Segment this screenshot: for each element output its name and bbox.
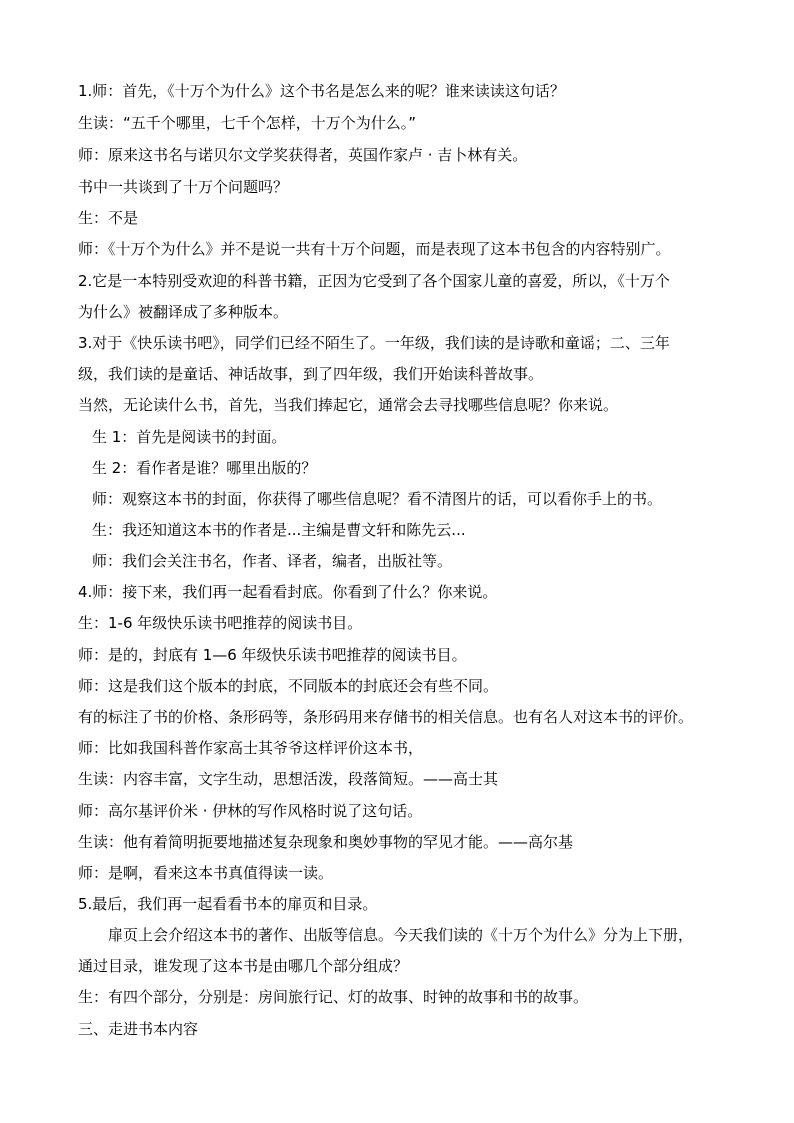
text-line: 为什么》被翻译成了多种版本。 <box>78 303 289 321</box>
text-line: 1.师：首先，《十万个为什么》这个书名是怎么来的呢？谁来读读这句话？ <box>78 82 565 100</box>
text-line: 师：观察这本书的封面，你获得了哪些信息呢？看不清图片的话，可以看你手上的书。 <box>92 490 663 508</box>
text-line: 师：《十万个为什么》并不是说一共有十万个问题，而是表现了这本书包含的内容特别广。 <box>78 240 671 258</box>
text-line: 2.它是一本特别受欢迎的科普书籍，正因为它受到了各个国家儿童的喜爱，所以，《十万个 <box>78 272 670 290</box>
text-line: 生 2：看作者是谁？哪里出版的？ <box>92 459 317 477</box>
text-line: 师：高尔基评价米 · 伊林的写作风格时说了这句话。 <box>78 802 423 820</box>
text-line: 4.师：接下来，我们再一起看看封底。你看到了什么？你来说。 <box>78 583 498 601</box>
text-line: 扉页上会介绍这本书的著作、出版等信息。今天我们读的《十万个为什么》分为上下册， <box>108 926 694 944</box>
text-line: 生：我还知道这本书的作者是...主编是曹文轩和陈先云... <box>92 521 466 539</box>
text-line: 通过目录，谁发现了这本书是由哪几个部分组成？ <box>78 957 409 975</box>
text-line: 师：这是我们这个版本的封底，不同版本的封底还会有些不同。 <box>78 677 499 695</box>
text-line: 师：比如我国科普作家高士其爷爷这样评价这本书， <box>78 739 424 757</box>
text-line: 师：我们会关注书名，作者、译者，编者，出版社等。 <box>92 552 453 570</box>
text-line: 师：原来这书名与诺贝尔文学奖获得者，英国作家卢 · 吉卜林有关。 <box>78 146 528 164</box>
text-line: 有的标注了书的价格、条形码等，条形码用来存储书的相关信息。也有名人对这本书的评价。 <box>78 708 694 726</box>
text-line: 生：1-6 年级快乐读书吧推荐的阅读书目。 <box>78 614 363 632</box>
text-line: 师：是的，封底有 1—6 年级快乐读书吧推荐的阅读书目。 <box>78 646 467 664</box>
text-line: 生：有四个部分，分别是：房间旅行记、灯的故事、时钟的故事和书的故事。 <box>78 988 589 1006</box>
text-line: 5.最后，我们再一起看看书本的扉页和目录。 <box>78 895 378 913</box>
text-line: 生读：“五千个哪里，七千个怎样，十万个为什么。” <box>78 114 417 132</box>
text-line: 生读：内容丰富，文字生动，思想活泼，段落简短。——高士其 <box>78 770 499 788</box>
text-line: 师：是啊，看来这本书真值得读一读。 <box>78 864 334 882</box>
text-line: 生 1：首先是阅读书的封面。 <box>92 428 287 446</box>
text-line: 书中一共谈到了十万个问题吗？ <box>78 178 289 196</box>
text-line: 生读：他有着简明扼要地描述复杂现象和奥妙事物的罕见才能。——高尔基 <box>78 833 574 851</box>
text-line: 当然，无论读什么书，首先，当我们捧起它，通常会去寻找哪些信息呢？你来说。 <box>78 396 619 414</box>
text-line: 生：不是 <box>78 209 139 227</box>
text-line: 级，我们读的是童话、神话故事，到了四年级，我们开始读科普故事。 <box>78 365 544 383</box>
section-heading: 三、走进书本内容 <box>78 1020 199 1038</box>
text-line: 3.对于《快乐读书吧》，同学们已经不陌生了。一年级，我们读的是诗歌和童谣；二、三年 <box>78 334 670 352</box>
